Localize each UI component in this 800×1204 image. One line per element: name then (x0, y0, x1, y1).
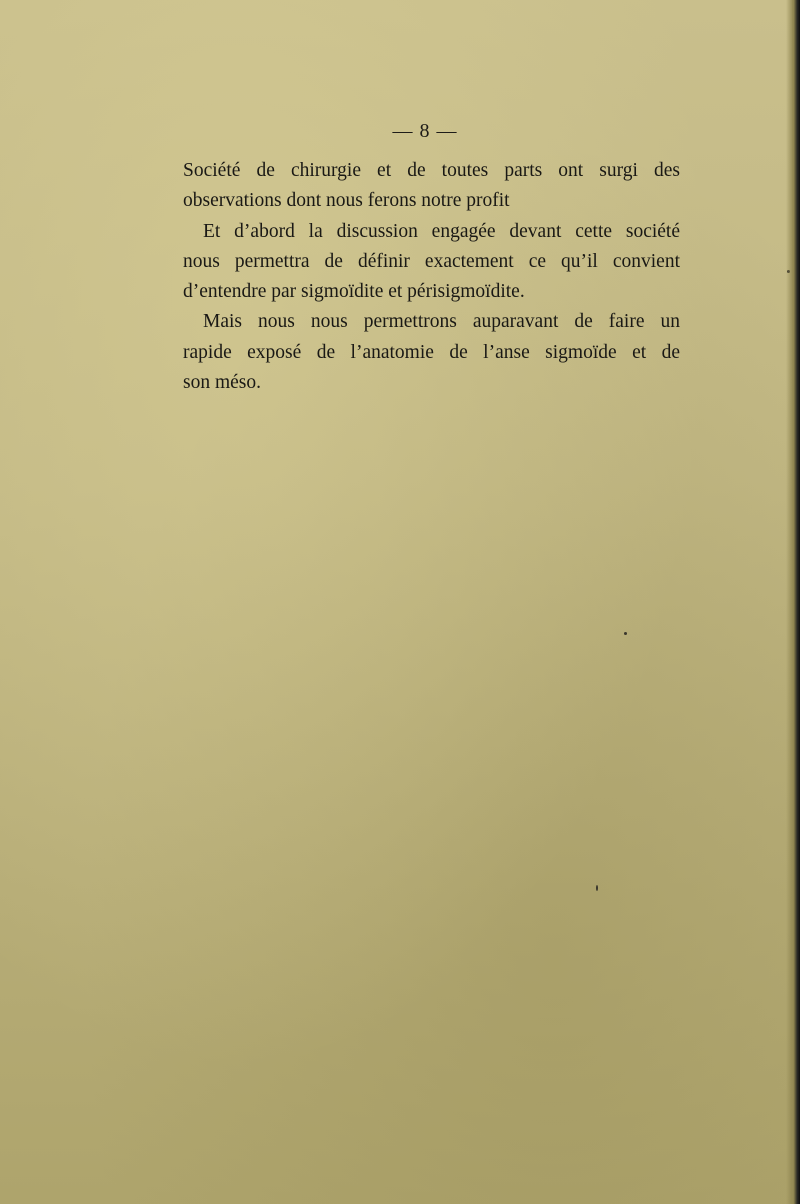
body-text (183, 156, 680, 398)
text-line: observations dont nous ferons notre profit (183, 190, 510, 212)
paper-speck (596, 885, 598, 891)
text-line: nous permettra de définir exactement ce qu’il convient (183, 250, 680, 272)
paper-speck (624, 632, 627, 635)
text-line: son méso. (183, 372, 261, 394)
text-line: d’entendre par sigmoïdite et périsigmoïdite. (183, 281, 525, 303)
text-line: Mais nous nous permettrons auparavant de faire un (203, 311, 680, 333)
page-number: — 8 — (392, 120, 458, 142)
text-line: rapide exposé de l’anatomie de l’anse sigmoïde et de (183, 341, 680, 363)
text-line: Société de chirurgie et de toutes parts ont surgi des (183, 160, 680, 181)
text-line: Et d’abord la discussion engagée devant cette société (203, 220, 680, 242)
page-edge-shadow (786, 0, 800, 1204)
